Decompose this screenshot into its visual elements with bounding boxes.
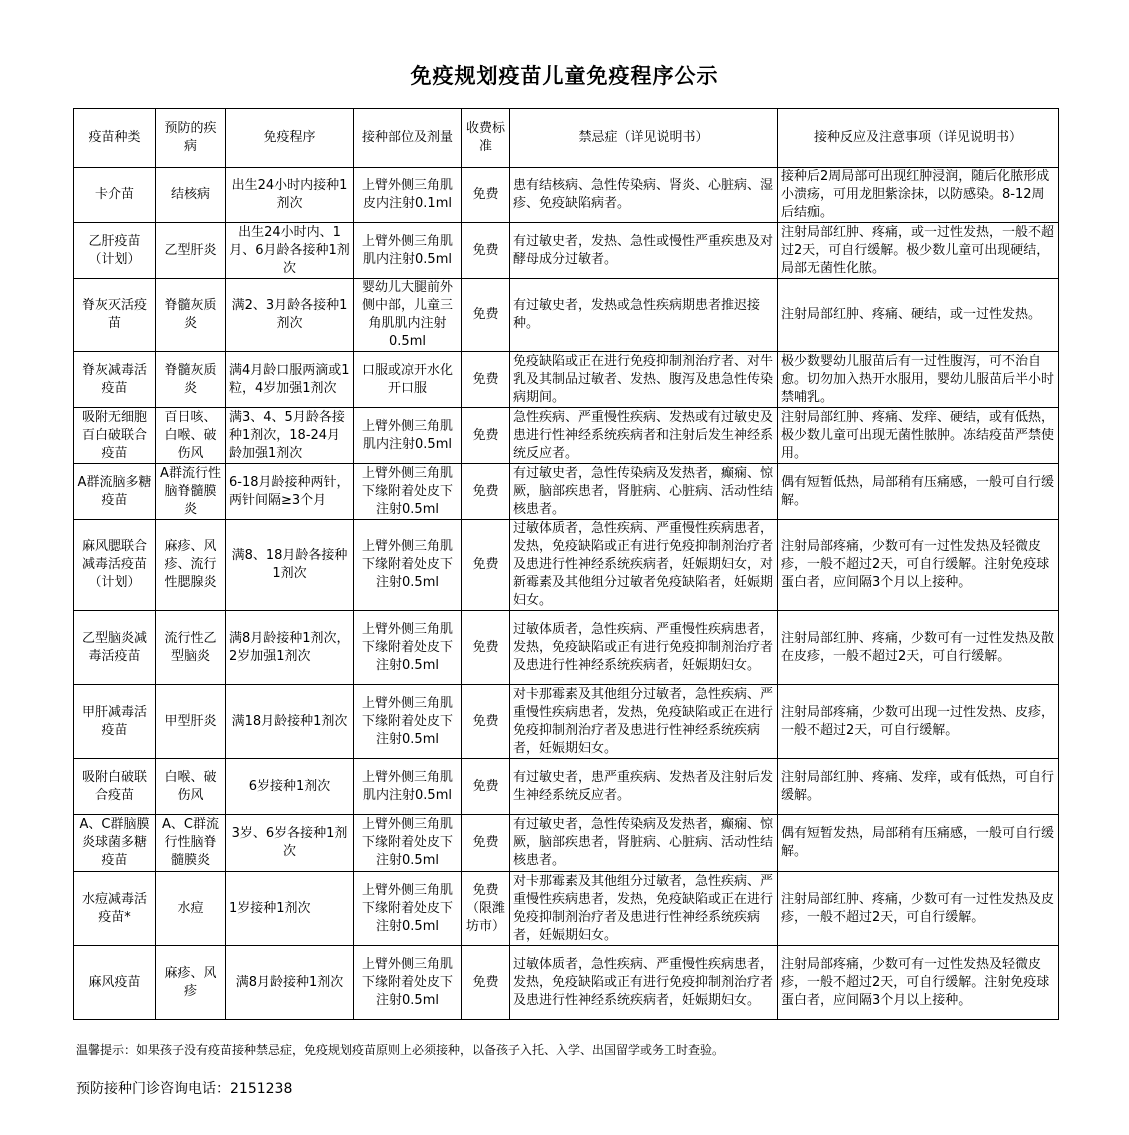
header-schedule: 免疫程序 bbox=[226, 109, 354, 168]
site-cell: 上臂外侧三角肌下缘附着处皮下注射0.5ml bbox=[354, 611, 462, 685]
warm-tip: 温馨提示：如果孩子没有疫苗接种禁忌症，免疫规划疫苗原则上必须接种，以备孩子入托、入学、出国留学或务工时查验。 bbox=[76, 1043, 725, 1057]
reaction-cell: 注射局部红肿、疼痛，少数可有一过性发热及皮疹，一般不超过2天，可自行缓解。 bbox=[778, 872, 1059, 946]
table-row bbox=[74, 520, 1059, 611]
table-header-row bbox=[74, 109, 1059, 168]
schedule-cell: 6-18月龄接种两针，两针间隔≥3个月 bbox=[226, 464, 354, 520]
header-vaccine: 疫苗种类 bbox=[74, 109, 156, 168]
reaction-cell: 接种后2周局部可出现红肿浸润，随后化脓形成小溃疡，可用龙胆紫涂抹，以防感染。8-12周后结痂。 bbox=[778, 168, 1059, 223]
header-fee: 收费标准 bbox=[462, 109, 510, 168]
contraindication-cell: 过敏体质者，急性疾病、严重慢性疾病患者，发热，免疫缺陷或正有进行免疫抑制剂治疗者及患进行性神经系统疾病者，妊娠期妇女。 bbox=[510, 611, 778, 685]
disease-cell: A群流行性脑脊髓膜炎 bbox=[156, 464, 226, 520]
table-row bbox=[74, 946, 1059, 1020]
disease-cell: A、C群流行性脑脊髓膜炎 bbox=[156, 815, 226, 872]
vaccine-cell: 吸附白破联合疫苗 bbox=[74, 759, 156, 815]
contraindication-cell: 有过敏史者，发热、急性或慢性严重疾患及对酵母成分过敏者。 bbox=[510, 223, 778, 279]
vaccine-cell: 乙肝疫苗（计划） bbox=[74, 223, 156, 279]
vaccine-cell: 麻风腮联合减毒活疫苗（计划） bbox=[74, 520, 156, 611]
fee-cell: 免费 bbox=[462, 279, 510, 352]
vaccine-cell: 甲肝减毒活疫苗 bbox=[74, 685, 156, 759]
site-cell: 上臂外侧三角肌下缘附着处皮下注射0.5ml bbox=[354, 520, 462, 611]
fee-cell: 免费 bbox=[462, 464, 510, 520]
header-disease: 预防的疾病 bbox=[156, 109, 226, 168]
disease-cell: 流行性乙型脑炎 bbox=[156, 611, 226, 685]
site-cell: 上臂外侧三角肌肌内注射0.5ml bbox=[354, 408, 462, 464]
reaction-cell: 注射局部红肿、疼痛，少数可有一过性发热及散在皮疹，一般不超过2天，可自行缓解。 bbox=[778, 611, 1059, 685]
contraindication-cell: 有过敏史者，急性传染病及发热者，癫痫、惊厥，脑部疾患者，肾脏病、心脏病、活动性结核患者。 bbox=[510, 815, 778, 872]
header-contraindications: 禁忌症（详见说明书） bbox=[510, 109, 778, 168]
schedule-cell: 满8、18月龄各接种1剂次 bbox=[226, 520, 354, 611]
disease-cell: 甲型肝炎 bbox=[156, 685, 226, 759]
table-row bbox=[74, 223, 1059, 279]
fee-cell: 免费 bbox=[462, 223, 510, 279]
fee-cell: 免费 bbox=[462, 352, 510, 408]
disease-cell: 脊髓灰质炎 bbox=[156, 352, 226, 408]
contraindication-cell: 对卡那霉素及其他组分过敏者，急性疾病、严重慢性疾病患者，发热，免疫缺陷或正在进行免疫抑制剂治疗者及患进行性神经系统疾病者，妊娠期妇女。 bbox=[510, 685, 778, 759]
schedule-cell: 出生24小时内、1月、6月龄各接种1剂次 bbox=[226, 223, 354, 279]
vaccine-cell: A群流脑多糖疫苗 bbox=[74, 464, 156, 520]
schedule-cell: 满8月龄接种1剂次 bbox=[226, 946, 354, 1020]
reaction-cell: 注射局部疼痛，少数可有一过性发热及轻微皮疹，一般不超过2天，可自行缓解。注射免疫球蛋白者，应间隔3个月以上接种。 bbox=[778, 520, 1059, 611]
contraindication-cell: 患有结核病、急性传染病、肾炎、心脏病、湿疹、免疫缺陷病者。 bbox=[510, 168, 778, 223]
vaccine-cell: A、C群脑膜炎球菌多糖疫苗 bbox=[74, 815, 156, 872]
reaction-cell: 注射局部疼痛，少数可出现一过性发热、皮疹，一般不超过2天，可自行缓解。 bbox=[778, 685, 1059, 759]
table-row bbox=[74, 352, 1059, 408]
reaction-cell: 偶有短暂发热，局部稍有压痛感，一般可自行缓解。 bbox=[778, 815, 1059, 872]
site-cell: 婴幼儿大腿前外侧中部，儿童三角肌肌内注射0.5ml bbox=[354, 279, 462, 352]
fee-cell: 免费 bbox=[462, 759, 510, 815]
disease-cell: 乙型肝炎 bbox=[156, 223, 226, 279]
reaction-cell: 偶有短暂低热，局部稍有压痛感，一般可自行缓解。 bbox=[778, 464, 1059, 520]
fee-cell: 免费（限潍坊市） bbox=[462, 872, 510, 946]
schedule-table bbox=[73, 108, 1059, 1020]
schedule-cell: 出生24小时内接种1剂次 bbox=[226, 168, 354, 223]
disease-cell: 麻疹、风疹 bbox=[156, 946, 226, 1020]
schedule-cell: 3岁、6岁各接种1剂次 bbox=[226, 815, 354, 872]
header-site: 接种部位及剂量 bbox=[354, 109, 462, 168]
disease-cell: 麻疹、风疹、流行性腮腺炎 bbox=[156, 520, 226, 611]
table-row bbox=[74, 279, 1059, 352]
page-title: 免疫规划疫苗儿童免疫程序公示 bbox=[410, 64, 719, 88]
vaccine-cell: 脊灰灭活疫苗 bbox=[74, 279, 156, 352]
contraindication-cell: 免疫缺陷或正在进行免疫抑制剂治疗者、对牛乳及其制品过敏者、发热、腹泻及患急性传染病期间。 bbox=[510, 352, 778, 408]
site-cell: 上臂外侧三角肌下缘附着处皮下注射0.5ml bbox=[354, 464, 462, 520]
site-cell: 上臂外侧三角肌下缘附着处皮下注射0.5ml bbox=[354, 685, 462, 759]
schedule-cell: 满4月龄口服两滴或1粒，4岁加强1剂次 bbox=[226, 352, 354, 408]
table-row bbox=[74, 464, 1059, 520]
contraindication-cell: 过敏体质者，急性疾病、严重慢性疾病患者，发热，免疫缺陷或正有进行免疫抑制剂治疗者及患进行性神经系统疾病者，妊娠期妇女，对新霉素及其他组分过敏者免疫缺陷者，妊娠期妇女。 bbox=[510, 520, 778, 611]
consultation-phone: 预防接种门诊咨询电话：2151238 bbox=[76, 1081, 293, 1097]
contraindication-cell: 对卡那霉素及其他组分过敏者，急性疾病、严重慢性疾病患者，发热，免疫缺陷或正在进行免疫抑制剂治疗者及患进行性神经系统疾病者，妊娠期妇女。 bbox=[510, 872, 778, 946]
schedule-cell: 6岁接种1剂次 bbox=[226, 759, 354, 815]
reaction-cell: 注射局部疼痛，少数可有一过性发热及轻微皮疹，一般不超过2天，可自行缓解。注射免疫球蛋白者，应间隔3个月以上接种。 bbox=[778, 946, 1059, 1020]
vaccine-cell: 吸附无细胞百白破联合疫苗 bbox=[74, 408, 156, 464]
disease-cell: 脊髓灰质炎 bbox=[156, 279, 226, 352]
vaccine-cell: 乙型脑炎减毒活疫苗 bbox=[74, 611, 156, 685]
fee-cell: 免费 bbox=[462, 520, 510, 611]
contraindication-cell: 有过敏史者，急性传染病及发热者，癫痫、惊厥，脑部疾患者，肾脏病、心脏病、活动性结核患者。 bbox=[510, 464, 778, 520]
site-cell: 上臂外侧三角肌肌内注射0.5ml bbox=[354, 759, 462, 815]
fee-cell: 免费 bbox=[462, 611, 510, 685]
fee-cell: 免费 bbox=[462, 815, 510, 872]
fee-cell: 免费 bbox=[462, 168, 510, 223]
schedule-cell: 满18月龄接种1剂次 bbox=[226, 685, 354, 759]
site-cell: 上臂外侧三角肌肌内注射0.5ml bbox=[354, 223, 462, 279]
site-cell: 上臂外侧三角肌下缘附着处皮下注射0.5ml bbox=[354, 872, 462, 946]
disease-cell: 水痘 bbox=[156, 872, 226, 946]
site-cell: 上臂外侧三角肌皮内注射0.1ml bbox=[354, 168, 462, 223]
reaction-cell: 注射局部红肿、疼痛，或一过性发热，一般不超过2天，可自行缓解。极少数儿童可出现硬结，局部无菌性化脓。 bbox=[778, 223, 1059, 279]
reaction-cell: 注射局部红肿、疼痛、发痒、硬结，或有低热，极少数儿童可出现无菌性脓肿。冻结疫苗严禁使用。 bbox=[778, 408, 1059, 464]
table-row bbox=[74, 685, 1059, 759]
site-cell: 上臂外侧三角肌下缘附着处皮下注射0.5ml bbox=[354, 815, 462, 872]
vaccine-cell: 脊灰减毒活疫苗 bbox=[74, 352, 156, 408]
fee-cell: 免费 bbox=[462, 685, 510, 759]
disease-cell: 白喉、破伤风 bbox=[156, 759, 226, 815]
schedule-cell: 满3、4、5月龄各接种1剂次，18-24月龄加强1剂次 bbox=[226, 408, 354, 464]
vaccine-cell: 卡介苗 bbox=[74, 168, 156, 223]
vaccine-cell: 麻风疫苗 bbox=[74, 946, 156, 1020]
disease-cell: 结核病 bbox=[156, 168, 226, 223]
disease-cell: 百日咳、白喉、破伤风 bbox=[156, 408, 226, 464]
vaccine-cell: 水痘减毒活疫苗* bbox=[74, 872, 156, 946]
table-row bbox=[74, 872, 1059, 946]
fee-cell: 免费 bbox=[462, 946, 510, 1020]
table-row bbox=[74, 759, 1059, 815]
schedule-cell: 1岁接种1剂次 bbox=[226, 872, 354, 946]
schedule-cell: 满8月龄接种1剂次，2岁加强1剂次 bbox=[226, 611, 354, 685]
reaction-cell: 注射局部红肿、疼痛、硬结，或一过性发热。 bbox=[778, 279, 1059, 352]
contraindication-cell: 急性疾病、严重慢性疾病、发热或有过敏史及患进行性神经系统疾病者和注射后发生神经系统反应者。 bbox=[510, 408, 778, 464]
table-row bbox=[74, 408, 1059, 464]
contraindication-cell: 过敏体质者，急性疾病、严重慢性疾病患者，发热，免疫缺陷或正有进行免疫抑制剂治疗者及患进行性神经系统疾病者，妊娠期妇女。 bbox=[510, 946, 778, 1020]
reaction-cell: 注射局部红肿、疼痛、发痒，或有低热，可自行缓解。 bbox=[778, 759, 1059, 815]
schedule-cell: 满2、3月龄各接种1剂次 bbox=[226, 279, 354, 352]
fee-cell: 免费 bbox=[462, 408, 510, 464]
site-cell: 上臂外侧三角肌下缘附着处皮下注射0.5ml bbox=[354, 946, 462, 1020]
site-cell: 口服或凉开水化开口服 bbox=[354, 352, 462, 408]
contraindication-cell: 有过敏史者，发热或急性疾病期患者推迟接种。 bbox=[510, 279, 778, 352]
contraindication-cell: 有过敏史者，患严重疾病、发热者及注射后发生神经系统反应者。 bbox=[510, 759, 778, 815]
header-reactions: 接种反应及注意事项（详见说明书） bbox=[778, 109, 1059, 168]
reaction-cell: 极少数婴幼儿服苗后有一过性腹泻，可不治自愈。切勿加入热开水服用，婴幼儿服苗后半小时禁哺乳。 bbox=[778, 352, 1059, 408]
table-row bbox=[74, 611, 1059, 685]
table-row bbox=[74, 168, 1059, 223]
table-row bbox=[74, 815, 1059, 872]
